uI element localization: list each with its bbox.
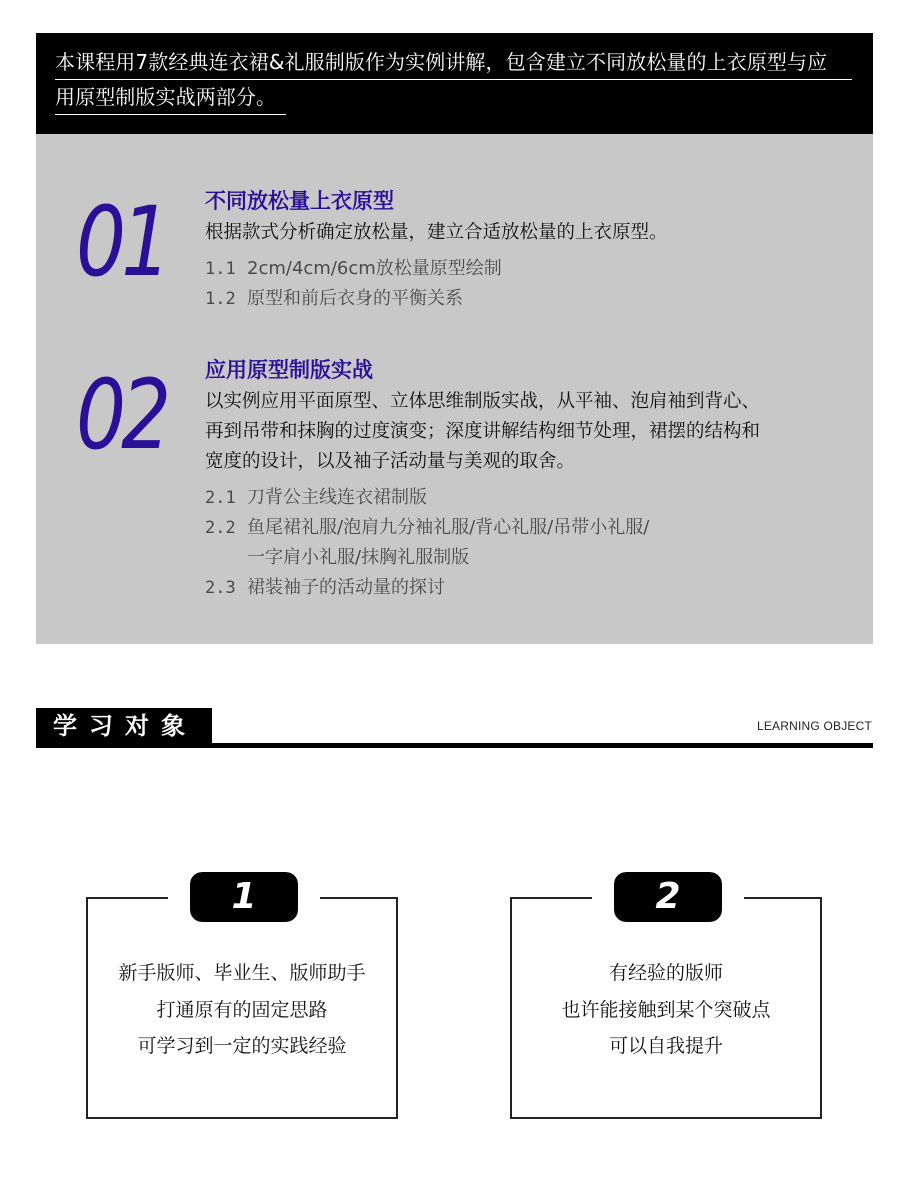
item-text	[247, 513, 855, 573]
item-text: 2cm/4cm/6cm放松量原型绘制	[247, 258, 502, 279]
description-line: 宽度的设计，以及袖子活动量与美观的取舍。	[205, 451, 576, 472]
card-line: 新手版师、毕业生、版师助手	[118, 962, 366, 984]
card-line: 也许能接触到某个突破点	[561, 998, 771, 1021]
section-item-list	[205, 254, 855, 314]
learning-object-title: 学习对象	[36, 708, 212, 745]
section-body	[205, 355, 855, 603]
list-item	[205, 513, 855, 573]
list-item	[205, 284, 855, 314]
card-line: 可以自我提升	[608, 1035, 723, 1057]
description-line: 再到吊带和抹胸的过度演变；深度讲解结构细节处理，裙摆的结构和	[205, 421, 761, 442]
item-number: 2.3	[205, 578, 236, 598]
card-line: 有经验的版师	[608, 962, 723, 984]
intro-banner	[36, 33, 873, 134]
item-number: 2.2	[205, 518, 236, 538]
intro-text	[55, 45, 855, 115]
item-text-line: 一字肩小礼服/抹胸礼服制版	[247, 547, 470, 568]
audience-card	[510, 876, 822, 1119]
item-text: 裙装袖子的活动量的探讨	[247, 577, 445, 598]
card-text	[512, 955, 820, 1065]
card-badge: 2	[614, 872, 722, 922]
card-line: 可学习到一定的实践经验	[137, 1035, 347, 1057]
intro-line-2: 用原型制版实战两部分。	[55, 85, 277, 109]
item-text: 刀背公主线连衣裙制版	[247, 487, 427, 508]
section-description: 根据款式分析确定放松量，建立合适放松量的上衣原型。	[205, 222, 668, 243]
learning-object-subtitle: LEARNING OBJECT	[756, 719, 872, 733]
section-description	[205, 387, 855, 477]
item-number: 1.2	[205, 289, 236, 309]
item-number: 1.1	[205, 259, 236, 279]
section-item-list	[205, 483, 855, 603]
item-number: 2.1	[205, 488, 236, 508]
list-item	[205, 483, 855, 513]
intro-line-1: 本课程用7款经典连衣裙&礼服制版作为实例讲解，包含建立不同放松量的上衣原型与应	[55, 50, 828, 74]
section-title: 不同放松量上衣原型	[205, 189, 394, 213]
content-panel	[36, 134, 873, 644]
card-line: 打通原有的固定思路	[156, 998, 328, 1021]
intro-underline-1	[55, 79, 852, 80]
list-item	[205, 573, 855, 603]
item-text-line: 鱼尾裙礼服/泡肩九分袖礼服/背心礼服/吊带小礼服/	[247, 517, 650, 538]
section-number: 02	[76, 359, 167, 471]
list-item	[205, 254, 855, 284]
audience-card	[86, 876, 398, 1119]
intro-underline-2	[55, 114, 286, 115]
section-body	[205, 186, 855, 314]
section-title: 应用原型制版实战	[205, 358, 373, 382]
description-line: 以实例应用平面原型、立体思维制版实战，从平袖、泡肩袖到背心、	[205, 391, 761, 412]
card-text	[88, 955, 396, 1065]
item-text: 原型和前后衣身的平衡关系	[247, 288, 463, 309]
section-number: 01	[76, 186, 167, 298]
card-badge: 1	[190, 872, 298, 922]
learning-object-divider	[36, 743, 873, 748]
